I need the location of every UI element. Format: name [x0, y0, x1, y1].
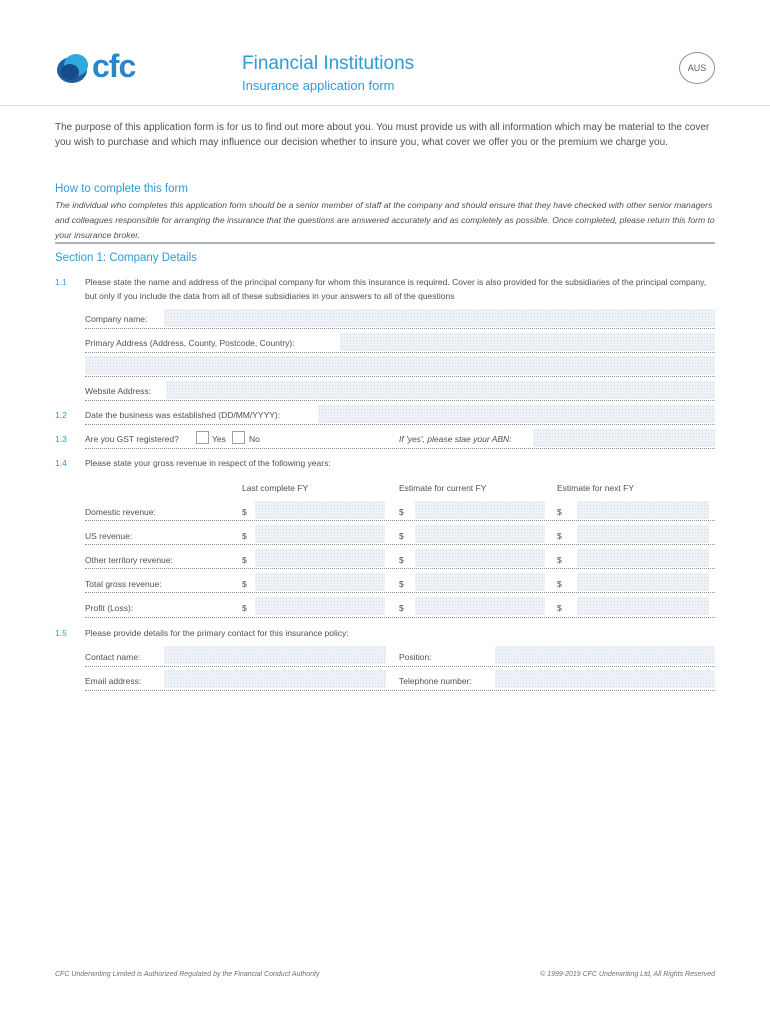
revenue-row-domestic: Domestic revenue: — [85, 507, 156, 517]
dotted-rule — [85, 592, 715, 593]
dotted-rule — [85, 690, 715, 691]
question-number: 1.5 — [55, 628, 67, 638]
date-established-input[interactable] — [318, 405, 715, 423]
gst-label: Are you GST registered? — [85, 434, 179, 444]
contact-name-label: Contact name: — [85, 652, 141, 662]
profit-next-fy-input[interactable] — [577, 597, 709, 615]
intro-paragraph: The purpose of this application form is for us to find out more about you. You must provide us with all information which may be material to the cover you wish to purchase and which may influence our decision whether to insure you, what cover we offer you or the premium we charge you. — [55, 122, 710, 148]
contact-name-input[interactable] — [164, 646, 386, 664]
currency-symbol: $ — [242, 555, 247, 565]
question-number: 1.2 — [55, 410, 67, 420]
dotted-rule — [85, 424, 715, 425]
dotted-rule — [85, 352, 715, 353]
logo-text: cfc — [92, 48, 136, 84]
question-number: 1.1 — [55, 277, 67, 287]
footer-left: CFC Underwriting Limited is Authorized Regulated by the Financial Conduct Authority — [55, 971, 320, 978]
revenue-row-total: Total gross revenue: — [85, 579, 162, 589]
revenue-question-text: Please state your gross revenue in respect of the following years: — [85, 458, 331, 468]
currency-symbol: $ — [242, 531, 247, 541]
currency-symbol: $ — [399, 555, 404, 565]
other-current-fy-input[interactable] — [415, 549, 545, 567]
header-divider — [0, 105, 770, 106]
company-name-input[interactable] — [164, 309, 715, 327]
total-current-fy-input[interactable] — [415, 573, 545, 591]
dotted-rule — [85, 666, 715, 667]
section1-heading: Section 1: Company Details — [55, 252, 197, 264]
total-last-fy-input[interactable] — [255, 573, 385, 591]
abn-input[interactable] — [533, 429, 715, 447]
gst-yes-label: Yes — [212, 434, 226, 444]
revenue-col-next-fy: Estimate for next FY — [557, 483, 634, 493]
how-to-heading: How to complete this form — [55, 183, 188, 195]
us-current-fy-input[interactable] — [415, 525, 545, 543]
dotted-rule — [85, 328, 715, 329]
dotted-rule — [85, 568, 715, 569]
dotted-rule — [85, 400, 715, 401]
abn-label: If 'yes', please stae your ABN: — [399, 434, 512, 444]
region-badge: AUS — [679, 52, 715, 84]
currency-symbol: $ — [399, 579, 404, 589]
revenue-row-profit: Profit (Loss): — [85, 603, 134, 613]
question-number: 1.4 — [55, 458, 67, 468]
currency-symbol: $ — [399, 507, 404, 517]
domestic-current-fy-input[interactable] — [415, 501, 545, 519]
question-number: 1.3 — [55, 434, 67, 444]
currency-symbol: $ — [242, 603, 247, 613]
how-to-body: The individual who completes this application form should be a senior member of staff at the company and should ensure that they have checked with other senior managers and colleagues responsible for arranging the insurance that the questions are answered accurately and as completely as possible. Once completed, please return this form to your insurance broker. — [55, 200, 715, 240]
currency-symbol: $ — [557, 531, 562, 541]
us-next-fy-input[interactable] — [577, 525, 709, 543]
cfc-logo-mark — [54, 48, 94, 88]
currency-symbol: $ — [399, 603, 404, 613]
section-divider — [55, 242, 715, 244]
dotted-rule — [85, 544, 715, 545]
phone-label: Telephone number: — [399, 676, 472, 686]
address-input-line2[interactable] — [85, 356, 715, 375]
currency-symbol: $ — [557, 507, 562, 517]
gst-yes-checkbox[interactable] — [196, 431, 209, 444]
other-next-fy-input[interactable] — [577, 549, 709, 567]
currency-symbol: $ — [557, 579, 562, 589]
address-label: Primary Address (Address, County, Postcode, Country): — [85, 338, 295, 348]
currency-symbol: $ — [242, 507, 247, 517]
currency-symbol: $ — [399, 531, 404, 541]
gst-no-checkbox[interactable] — [232, 431, 245, 444]
page-title: Financial Institutions — [242, 53, 415, 74]
email-label: Email address: — [85, 676, 142, 686]
page-subtitle: Insurance application form — [242, 78, 395, 93]
footer-right: © 1999-2019 CFC Underwriting Ltd, All Rights Reserved — [540, 971, 715, 978]
address-input-line1[interactable] — [340, 333, 715, 351]
revenue-row-us: US revenue: — [85, 531, 133, 541]
dotted-rule — [85, 520, 715, 521]
contact-question-text: Please provide details for the primary contact for this insurance policy: — [85, 628, 349, 638]
domestic-last-fy-input[interactable] — [255, 501, 385, 519]
website-input[interactable] — [166, 381, 715, 399]
currency-symbol: $ — [557, 603, 562, 613]
revenue-col-last-fy: Last complete FY — [242, 483, 309, 493]
position-input[interactable] — [495, 646, 715, 664]
company-name-label: Company name: — [85, 314, 148, 324]
domestic-next-fy-input[interactable] — [577, 501, 709, 519]
dotted-rule — [85, 617, 715, 618]
email-input[interactable] — [164, 670, 386, 688]
profit-current-fy-input[interactable] — [415, 597, 545, 615]
revenue-row-other: Other territory revenue: — [85, 555, 173, 565]
question-1-1-text: Please state the name and address of the principal company for whom this insurance is required. Cover is also provided for the subsidiaries of the principal company, but only if you include the data from all of these subsidiaries in your answers to all of the questions — [85, 277, 707, 301]
us-last-fy-input[interactable] — [255, 525, 385, 543]
total-next-fy-input[interactable] — [577, 573, 709, 591]
profit-last-fy-input[interactable] — [255, 597, 385, 615]
date-established-label: Date the business was established (DD/MM/YYYY): — [85, 410, 281, 420]
currency-symbol: $ — [557, 555, 562, 565]
dotted-rule — [85, 448, 715, 449]
revenue-col-current-fy: Estimate for current FY — [399, 483, 487, 493]
position-label: Position: — [399, 652, 432, 662]
dotted-rule — [85, 376, 715, 377]
currency-symbol: $ — [242, 579, 247, 589]
other-last-fy-input[interactable] — [255, 549, 385, 567]
website-label: Website Address: — [85, 386, 151, 396]
gst-no-label: No — [249, 434, 260, 444]
phone-input[interactable] — [495, 670, 715, 688]
